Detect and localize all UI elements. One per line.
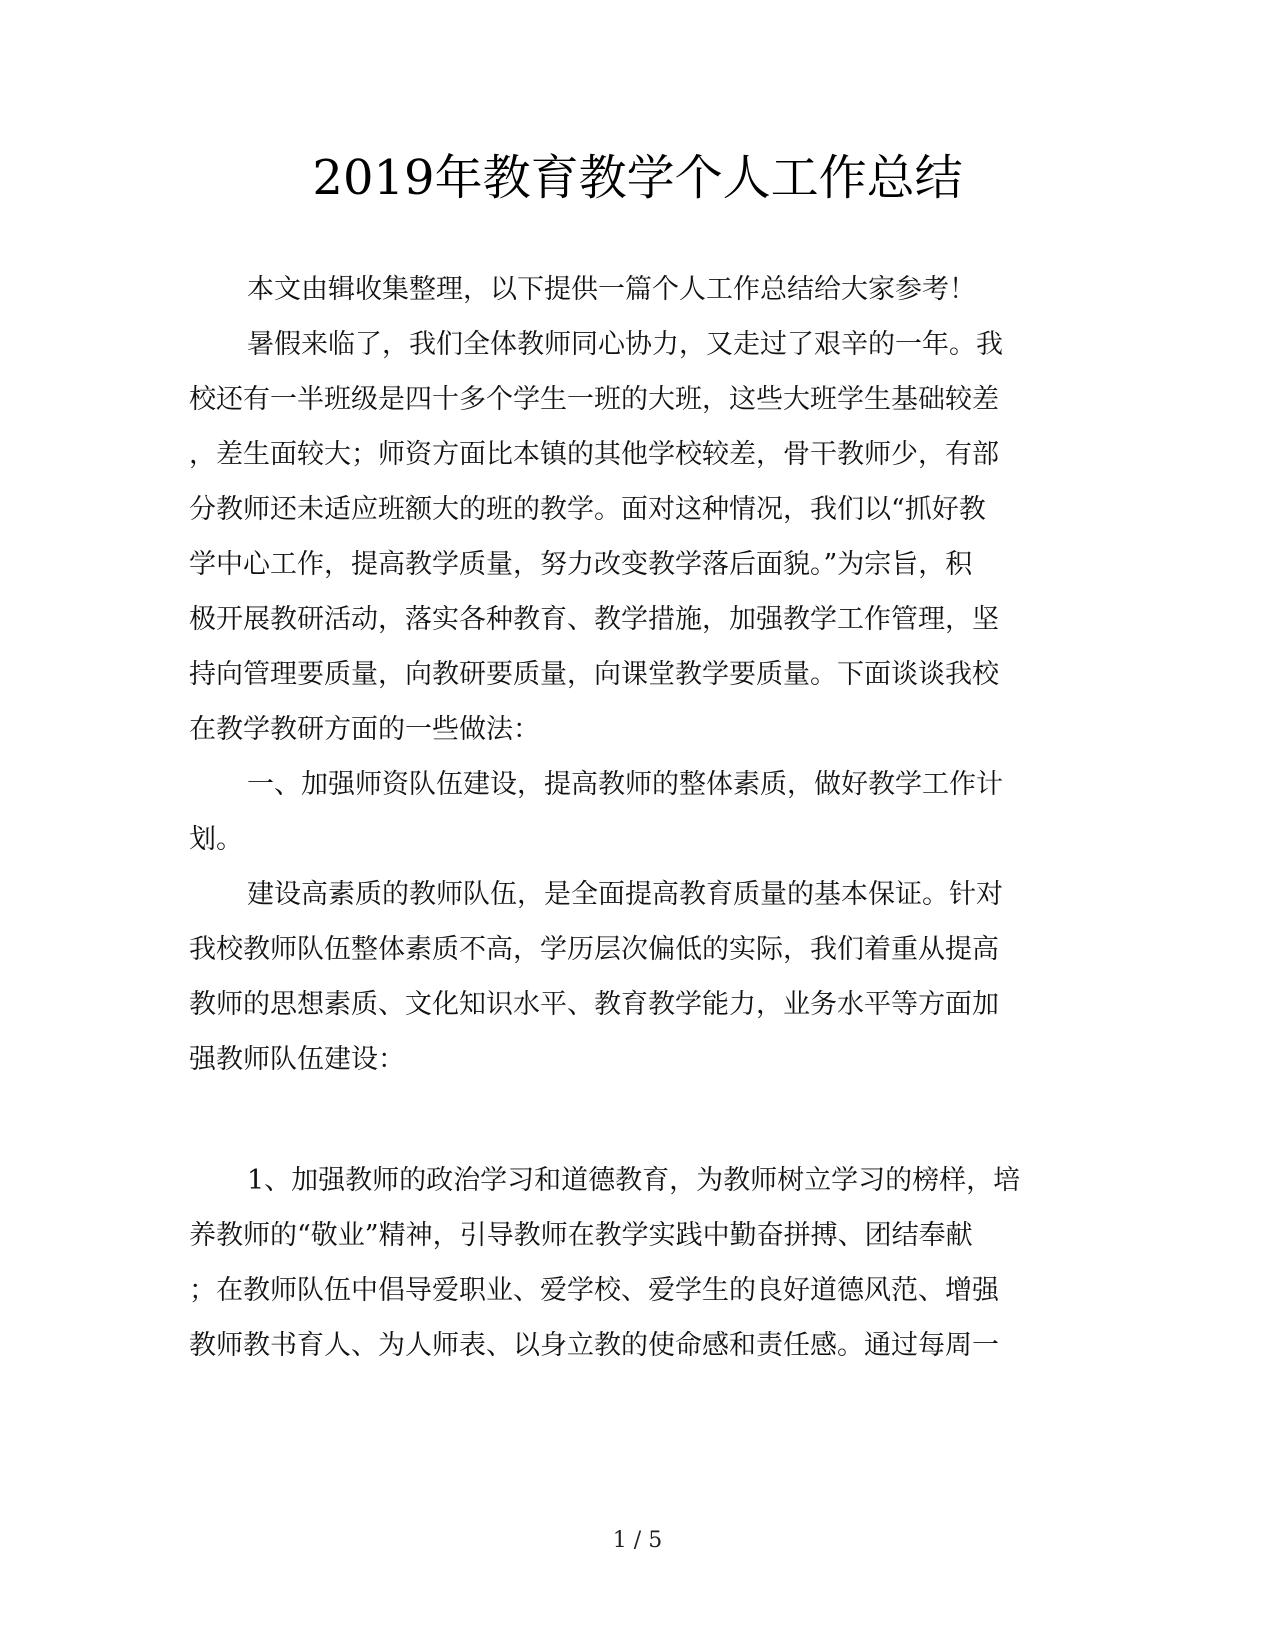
paragraph-line: 在教学教研方面的一些做法： xyxy=(189,714,540,745)
paragraph-line: 我校教师队伍整体素质不高，学历层次偏低的实际，我们着重从提高 xyxy=(189,934,999,965)
paragraph-line: 校还有一半班级是四十多个学生一班的大班，这些大班学生基础较差 xyxy=(189,384,999,415)
paragraph-line: 教师的思想素质、文化知识水平、教育教学能力，业务水平等方面加 xyxy=(189,989,999,1020)
paragraph-line: ；在教师队伍中倡导爱职业、爱学校、爱学生的良好道德风范、增强 xyxy=(189,1275,999,1306)
paragraph-line: ，差生面较大；师资方面比本镇的其他学校较差，骨干教师少，有部 xyxy=(189,439,999,470)
paragraph-line: 建设高素质的教师队伍，是全面提高教育质量的基本保证。针对 xyxy=(247,879,1003,910)
body-text-block xyxy=(189,262,1084,1087)
paragraph-line: 本文由辑收集整理，以下提供一篇个人工作总结给大家参考！ xyxy=(247,274,976,305)
section1-text-block xyxy=(189,1153,1084,1373)
paragraph-line: 学中心工作，提高教学质量，努力改变教学落后面貌。”为宗旨，积 xyxy=(189,549,973,580)
document-title: 2019年教育教学个人工作总结 xyxy=(312,150,963,206)
section-heading-line: 一、加强师资队伍建设，提高教师的整体素质，做好教学工作计 xyxy=(247,769,1003,800)
paragraph-line: 教师教书育人、为人师表、以身立教的使命感和责任感。通过每周一 xyxy=(189,1330,999,1361)
paragraph-line: 极开展教研活动，落实各种教育、教学措施，加强教学工作管理，坚 xyxy=(189,604,999,635)
paragraph-line: 分教师还未适应班额大的班的教学。面对这种情况，我们以“抓好教 xyxy=(189,494,986,525)
page-number: 1 / 5 xyxy=(612,1528,663,1553)
paragraph-line: 强教师队伍建设： xyxy=(189,1044,405,1075)
paragraph-line: 1、加强教师的政治学习和道德教育，为教师树立学习的榜样，培 xyxy=(247,1165,1021,1196)
section-heading-line: 划。 xyxy=(189,824,243,855)
paragraph-line: 暑假来临了，我们全体教师同心协力，又走过了艰辛的一年。我 xyxy=(247,329,1003,360)
paragraph-line: 养教师的“敬业”精神，引导教师在教学实践中勤奋拼搏、团结奉献 xyxy=(189,1220,973,1251)
paragraph-line: 持向管理要质量，向教研要质量，向课堂教学要质量。下面谈谈我校 xyxy=(189,659,999,690)
